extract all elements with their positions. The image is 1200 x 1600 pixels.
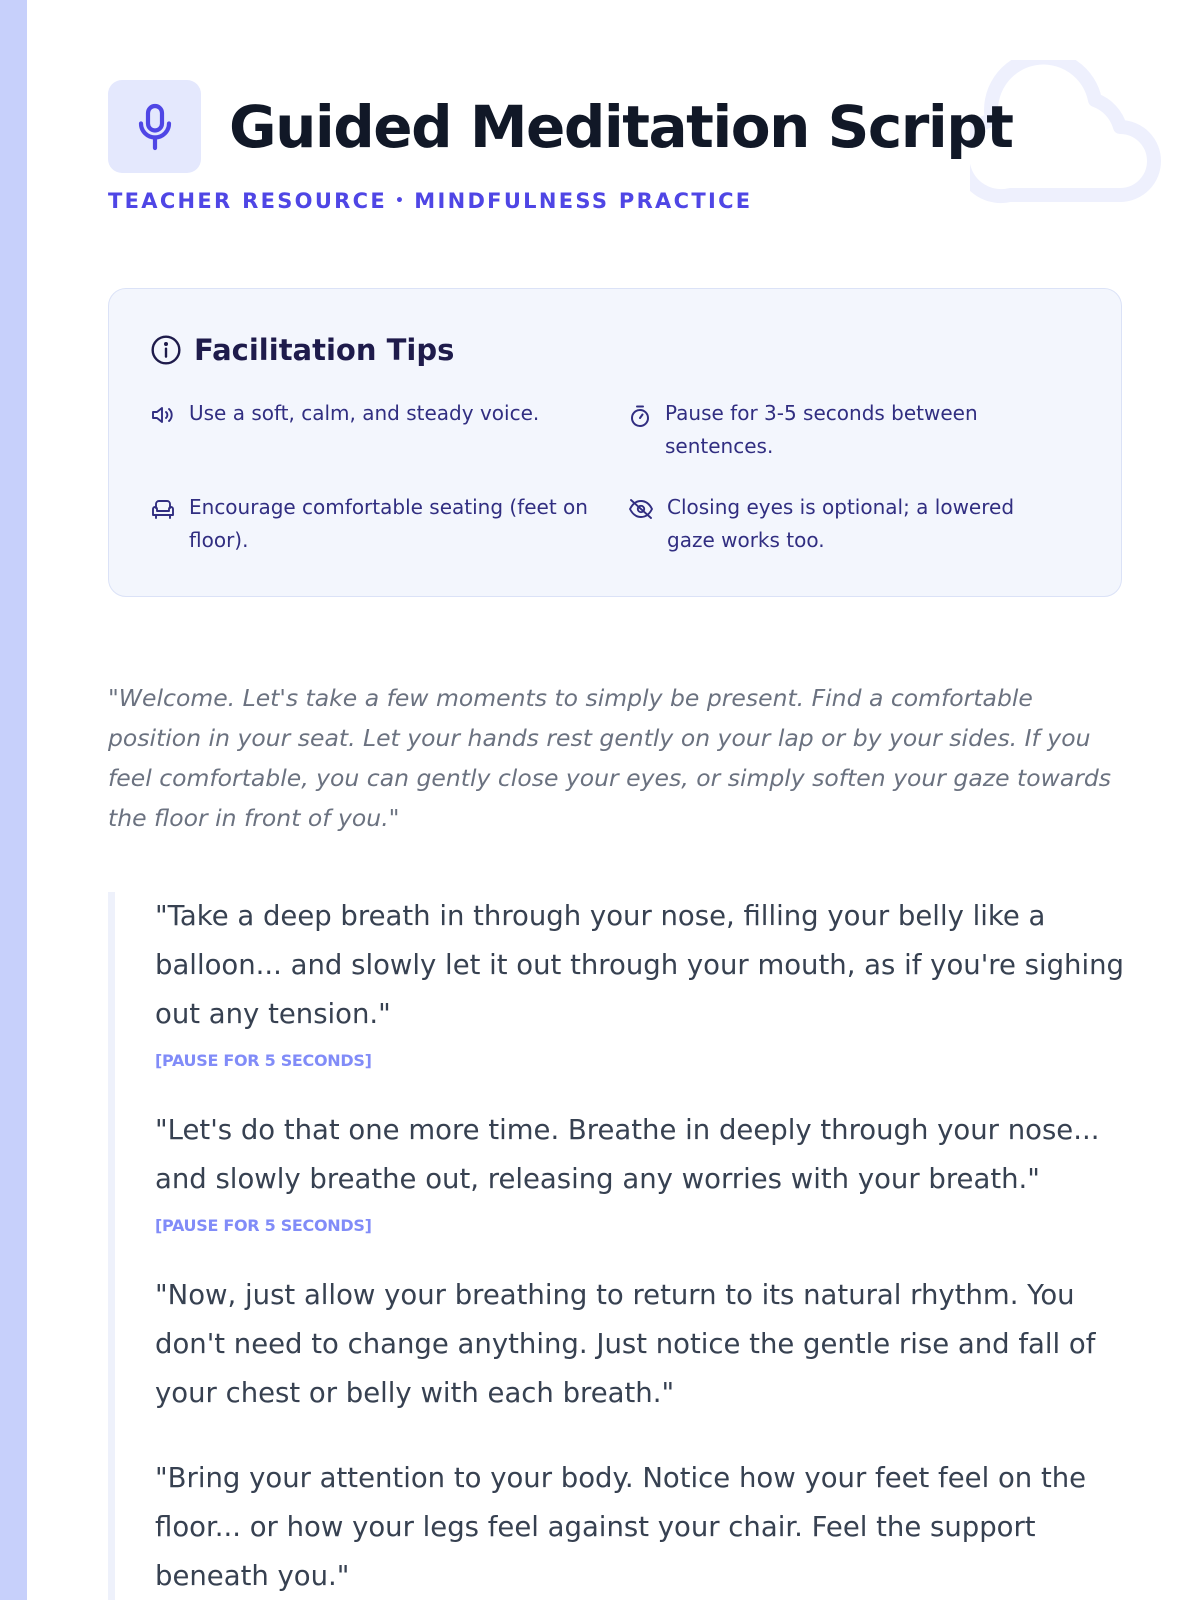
- page-subtitle: [108, 189, 1108, 213]
- tips-heading-label: Facilitation Tips: [194, 333, 455, 367]
- pause-cue: [PAUSE FOR 5 SECONDS]: [155, 1216, 372, 1235]
- subtitle-practice: MINDFULNESS PRACTICE: [414, 189, 753, 213]
- script-paragraph: "Now, just allow your breathing to return to its natural rhythm. You don't need to change anything. Just notice the gentle rise and fall of your chest or belly with each breath.": [155, 1279, 1096, 1409]
- tip-text: Use a soft, calm, and steady voice.: [189, 401, 540, 425]
- tip-item: [628, 397, 1048, 463]
- stopwatch-icon: [628, 404, 652, 428]
- tip-text: Pause for 3-5 seconds between sentences.: [665, 401, 978, 458]
- tip-item: [150, 397, 590, 430]
- tips-heading: [150, 333, 454, 367]
- page-header: [108, 80, 1108, 213]
- subtitle-separator: •: [395, 193, 407, 209]
- info-icon: [150, 334, 182, 366]
- title-row: [108, 80, 1108, 173]
- script-body: [108, 892, 1128, 1600]
- tip-item: [628, 491, 1048, 557]
- pause-cue: [PAUSE FOR 5 SECONDS]: [155, 1051, 372, 1070]
- script-paragraph: "Let's do that one more time. Breathe in deeply through your nose... and slowly breathe out, releasing any worries with your breath.": [155, 1114, 1100, 1195]
- tip-item: [150, 491, 610, 557]
- subtitle-resource: TEACHER RESOURCE: [108, 189, 388, 213]
- page-title: Guided Meditation Script: [229, 92, 1013, 161]
- eye-off-icon: [628, 498, 654, 520]
- armchair-icon: [150, 498, 176, 520]
- intro-paragraph: "Welcome. Let's take a few moments to simply be present. Find a comfortable position in your seat. Let your hands rest gently on your lap or by your sides. If you feel comfortable, you can gently close your eyes, or simply soften your gaze towards the floor in front of you.": [108, 684, 1112, 832]
- script-paragraph: "Take a deep breath in through your nose, filling your belly like a balloon... and slowly let it out through your mouth, as if you're sighing out any tension.": [155, 900, 1124, 1030]
- facilitation-tips-card: [108, 288, 1122, 597]
- script-paragraph: "Bring your attention to your body. Notice how your feet feel on the floor... or how your legs feel against your chair. Feel the support beneath you.": [155, 1462, 1087, 1592]
- microphone-badge: [108, 80, 201, 173]
- microphone-icon: [134, 102, 176, 152]
- speaker-icon: [150, 404, 176, 426]
- left-accent-rail: [0, 0, 27, 1600]
- tip-text: Encourage comfortable seating (feet on floor).: [189, 495, 588, 552]
- tip-text: Closing eyes is optional; a lowered gaze works too.: [667, 495, 1015, 552]
